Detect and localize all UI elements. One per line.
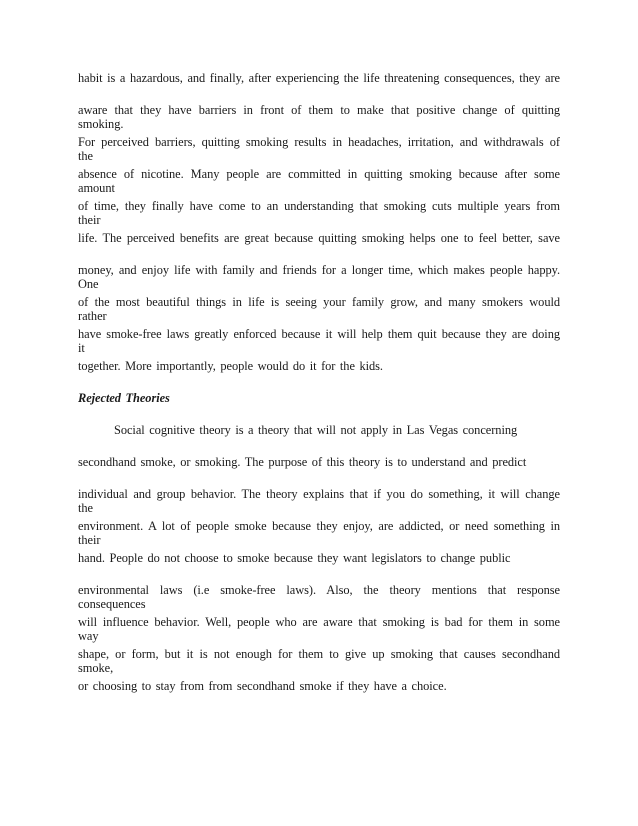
paragraph-line: shape, or form, but it is not enough for them to give up smoking that causes secondhand smoke, — [78, 647, 560, 675]
section-heading: Rejected Theories — [78, 391, 170, 405]
paragraph-last-line: or choosing to stay from from secondhand smoke if they have a choice. — [78, 679, 447, 693]
paragraph-line: of time, they finally have come to an understanding that smoking cuts multiple years from their — [78, 199, 560, 227]
paragraph-line: habit is a hazardous, and finally, after experiencing the life threatening consequences, they are — [78, 71, 560, 85]
paragraph-line: will influence behavior. Well, people who are aware that smoking is bad for them in some way — [78, 615, 560, 643]
paragraph-line: individual and group behavior. The theory explains that if you do something, it will change the — [78, 487, 560, 515]
paragraph-line: absence of nicotine. Many people are committed in quitting smoking because after some amount — [78, 167, 560, 195]
paragraph-line: hand. People do not choose to smoke because they want legislators to change public — [78, 551, 511, 565]
paragraph-line: of the most beautiful things in life is seeing your family grow, and many smokers would rather — [78, 295, 560, 323]
paragraph-line: life. The perceived benefits are great because quitting smoking helps one to feel better, save — [78, 231, 560, 245]
paragraph-line: secondhand smoke, or smoking. The purpose of this theory is to understand and predict — [78, 455, 527, 469]
paragraph-first-line: Social cognitive theory is a theory that will not apply in Las Vegas concerning — [114, 423, 518, 437]
paragraph-line: For perceived barriers, quitting smoking results in headaches, irritation, and withdrawals of the — [78, 135, 560, 163]
paragraph-line: have smoke-free laws greatly enforced because it will help them quit because they are doing it — [78, 327, 560, 355]
paragraph-last-line: together. More importantly, people would do it for the kids. — [78, 359, 383, 373]
paragraph-line: aware that they have barriers in front of them to make that positive change of quitting smoking. — [78, 103, 560, 131]
paragraph-line: money, and enjoy life with family and friends for a longer time, which makes people happy. One — [78, 263, 560, 291]
paragraph-line: environment. A lot of people smoke because they enjoy, are addicted, or need something in their — [78, 519, 560, 547]
paragraph-line: environmental laws (i.e smoke-free laws). Also, the theory mentions that response consequences — [78, 583, 560, 611]
